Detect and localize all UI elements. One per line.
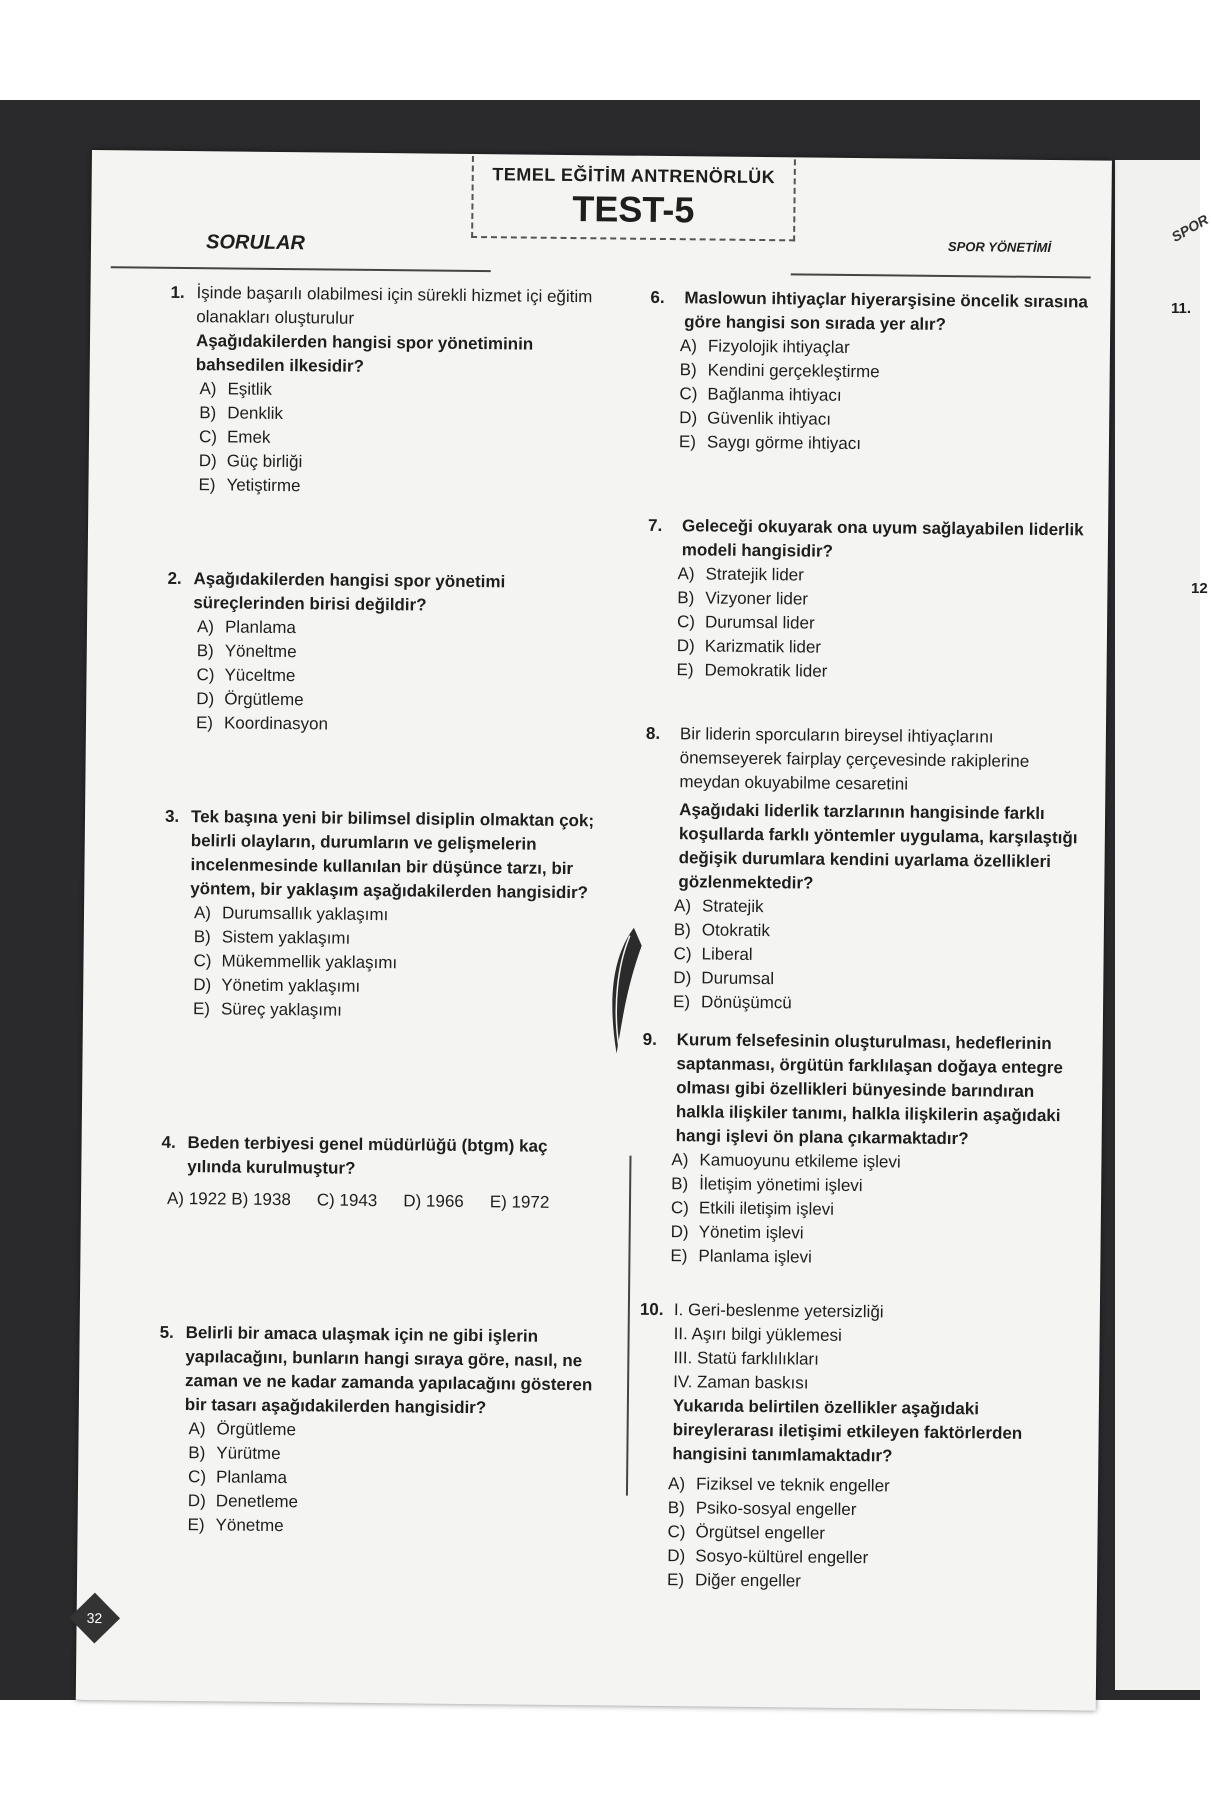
option[interactable]: B) İletişim yönetimi işlevi: [671, 1174, 863, 1196]
option[interactable]: B) Vizyoner lider: [677, 588, 809, 609]
question-number: 7.: [648, 515, 663, 535]
option[interactable]: D) Sosyo-kültürel engeller: [667, 1546, 869, 1568]
statement: III. Statü farklılıkları: [673, 1348, 819, 1369]
page-number: 32: [86, 1610, 103, 1627]
option[interactable]: C) Liberal: [673, 944, 753, 964]
next-page-q11: 11.: [1171, 300, 1192, 317]
column-divider: [626, 1156, 632, 1496]
question-number: 9.: [642, 1029, 658, 1049]
option[interactable]: E) Yetiştirme: [198, 475, 301, 496]
statement: II. Aşırı bilgi yüklemesi: [673, 1324, 842, 1345]
option[interactable]: A) Stratejik lider: [677, 564, 804, 585]
next-page-label: SPOR: [1168, 211, 1211, 245]
option[interactable]: C) Örgütsel engeller: [667, 1522, 826, 1543]
option[interactable]: E) 1972: [489, 1192, 550, 1212]
question-stem: Geleceği okuyarak ona uyum sağlayabilen liderlik modeli hangisidir?: [681, 516, 1084, 561]
option[interactable]: A) Örgütleme: [188, 1419, 297, 1440]
question-lead: İşinde başarılı olabilmesi için sürekli hizmet içi eğitim olanakları oluşturulur: [196, 283, 593, 328]
header-rule-left: [111, 266, 491, 272]
option[interactable]: B) Otokratik: [673, 920, 770, 941]
question-stem: Aşağıdakilerden hangisi spor yönetimi süreçlerinden birisi değildir?: [193, 569, 506, 615]
option[interactable]: C) Emek: [198, 427, 271, 447]
test-number: TEST-5: [572, 188, 695, 231]
option[interactable]: B) Yürütme: [188, 1443, 281, 1464]
question-5: [157, 1321, 599, 1542]
question-1: [168, 281, 610, 502]
option[interactable]: D) Örgütleme: [196, 689, 304, 710]
option[interactable]: E) Planlama işlevi: [670, 1246, 812, 1267]
option[interactable]: E) Diğer engeller: [666, 1570, 801, 1591]
option[interactable]: C) Mükemmellik yaklaşımı: [193, 951, 398, 973]
option[interactable]: B) Kendini gerçekleştirme: [679, 360, 880, 382]
question-number: 8.: [645, 723, 661, 743]
option[interactable]: C) Planlama: [188, 1467, 288, 1488]
question-3: [163, 805, 605, 1026]
option[interactable]: A) Eşitlik: [199, 379, 273, 399]
option[interactable]: D) Denetleme: [187, 1491, 299, 1512]
next-page-q12: 12: [1191, 580, 1208, 597]
option[interactable]: B) Psiko-sosyal engeller: [667, 1498, 857, 1520]
question-10: [637, 1298, 1080, 1597]
question-stem: Belirli bir amaca ulaşmak için ne gibi işlerin yapılacağını, bunların hangi sıraya göre, nasıl, ne zaman ve ne kadar zamanda yapılacağını gösteren bir tasarı aşağıdakilerden hangisidir?: [184, 1323, 593, 1418]
option[interactable]: C) Etkili iletişim işlevi: [670, 1198, 835, 1219]
option[interactable]: A) 1922 B) 1938: [166, 1188, 291, 1210]
option[interactable]: D) Karizmatik lider: [676, 636, 822, 657]
option[interactable]: C) 1943: [316, 1190, 378, 1211]
statement: IV. Zaman baskısı: [673, 1372, 809, 1393]
option[interactable]: B) Sistem yaklaşımı: [193, 927, 351, 948]
question-9: [640, 1028, 1082, 1273]
test-header: [471, 156, 796, 241]
page-number-badge: [69, 1593, 120, 1644]
option[interactable]: E) Süreç yaklaşımı: [192, 999, 343, 1020]
question-4: [161, 1131, 602, 1216]
question-stem: Beden terbiyesi genel müdürlüğü (btgm) kaç yılında kurulmuştur?: [187, 1133, 548, 1178]
question-number: 3.: [164, 806, 180, 826]
next-page-edge: [1115, 160, 1211, 1690]
question-number: 6.: [650, 287, 665, 308]
header-title: TEMEL EĞİTİM ANTRENÖRLÜK: [492, 164, 776, 188]
question-number: 1.: [170, 282, 185, 302]
option[interactable]: E) Demokratik lider: [676, 660, 828, 681]
option[interactable]: A) Stratejik: [674, 896, 764, 917]
question-number: 5.: [159, 1322, 174, 1342]
left-column: [157, 281, 610, 1542]
option[interactable]: B) Yöneltme: [196, 641, 297, 662]
question-stem: Aşağıdakilerden hangisi spor yönetiminin bahsedilen ilkesidir?: [195, 331, 534, 376]
option[interactable]: E) Dönüşümcü: [673, 992, 792, 1013]
option[interactable]: C) Durumsal lider: [676, 612, 815, 633]
question-stem: Kurum felsefesinin oluşturulması, hedeflerinin saptanması, örgütün farklılaşan doğaya entegre olması gibi özellikleri bünyesinde barındıran halkla ilişkiler tanımı, halkla ilişkilerin aşağıdaki hangi işlevi ön plana çıkarmaktadır?: [675, 1030, 1063, 1149]
question-2: [166, 567, 608, 740]
option[interactable]: A) Kamuoyunu etkileme işlevi: [671, 1150, 901, 1172]
question-lead: Bir liderin sporcuların bireysel ihtiyaçlarını önemseyerek fairplay çerçevesinde rakiplerine meydan okuyabilme cesaretini: [679, 724, 1030, 794]
header-rule-right: [791, 273, 1091, 278]
option[interactable]: D) Durumsal: [673, 968, 775, 989]
question-6: [649, 286, 1091, 459]
question-8: [643, 722, 1086, 1019]
option[interactable]: D) Yönetim yaklaşımı: [193, 975, 361, 996]
question-number: 10.: [639, 1299, 664, 1320]
question-stem: Yukarıda belirtilen özellikler aşağıdaki bireylerarası iletişimi etkileyen faktörlerden hangisini tanımlamaktadır?: [672, 1396, 1023, 1466]
section-label: SORULAR: [205, 231, 306, 255]
question-number: 2.: [167, 568, 182, 588]
question-stem: Maslowun ihtiyaçlar hiyerarşisine öncelik sırasına göre hangisi son sırada yer alır?: [684, 288, 1089, 334]
option[interactable]: A) Fiziksel ve teknik engeller: [667, 1474, 890, 1496]
question-number: 4.: [161, 1132, 176, 1152]
option[interactable]: D) Güvenlik ihtiyacı: [679, 408, 832, 429]
question-7: [646, 514, 1088, 687]
option[interactable]: C) Yüceltme: [196, 665, 296, 686]
option[interactable]: A) Fizyolojik ihtiyaçlar: [679, 336, 850, 357]
brand-label: SPOR YÖNETİMİ: [947, 238, 1052, 256]
option[interactable]: D) Güç birliği: [198, 451, 303, 472]
option[interactable]: D) Yönetim işlevi: [670, 1222, 804, 1243]
right-column: [637, 286, 1091, 1597]
question-stem: Aşağıdaki liderlik tarzlarının hangisinde farklı koşullarda farklı yöntemler uygulama, karşılaştığı değişik durumlara kendini uyarlama özellikleri gözlenmektedir?: [678, 800, 1078, 893]
option[interactable]: D) 1966: [403, 1191, 464, 1211]
option[interactable]: A) Planlama: [196, 617, 296, 638]
option[interactable]: A) Durumsallık yaklaşımı: [193, 903, 389, 925]
option[interactable]: E) Saygı görme ihtiyacı: [678, 432, 862, 454]
feather-icon: [603, 925, 644, 1055]
test-page: [76, 150, 1112, 1711]
question-stem: Tek başına yeni bir bilimsel disiplin olmaktan çok; belirli olayların, durumların ve gelişmelerin incelenmesinde kullanılan bir düşünce tarzı, bir yöntem, bir yaklaşım aşağıdakilerden hangisidir?: [190, 807, 595, 903]
statement: I. Geri-beslenme yetersizliği: [673, 1300, 884, 1322]
option[interactable]: C) Bağlanma ihtiyacı: [679, 384, 842, 405]
option[interactable]: B) Denklik: [199, 403, 284, 424]
option[interactable]: E) Yönetme: [187, 1515, 284, 1536]
option[interactable]: E) Koordinasyon: [195, 713, 329, 734]
